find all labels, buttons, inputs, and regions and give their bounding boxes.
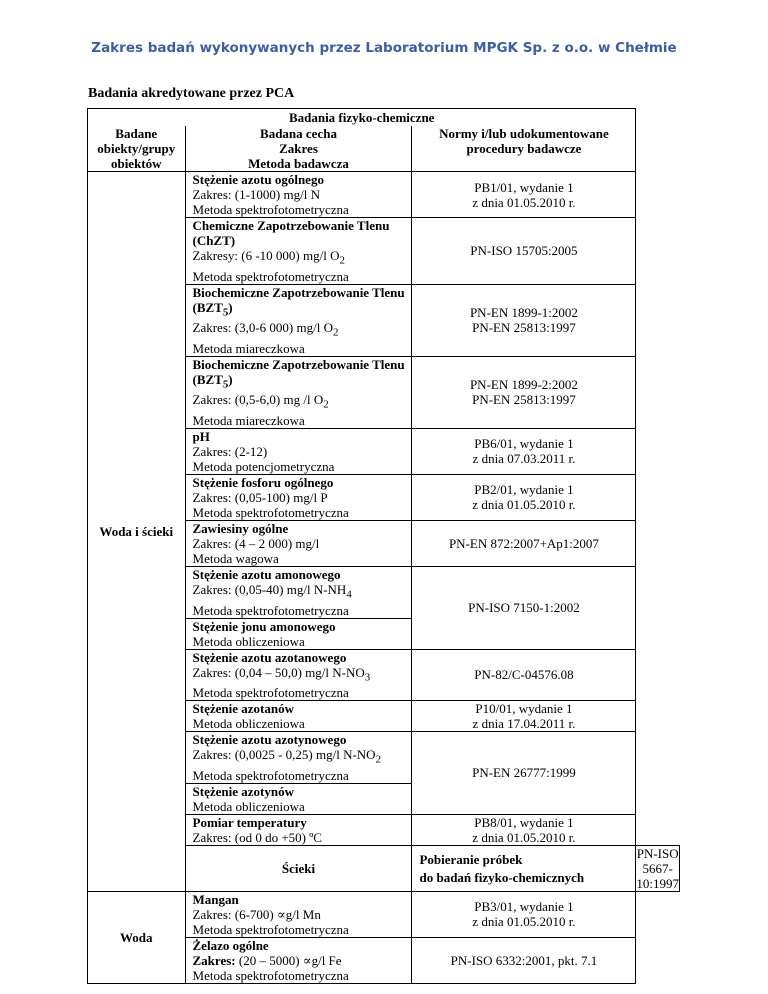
feature-name: Stężenie jonu amonowego: [192, 618, 336, 634]
feature-range: Zakresy: (6 -10 000) mg/l $O_2$: [192, 248, 345, 267]
feature-name: Stężenie azotu amonowego: [192, 566, 341, 582]
feature-method: Metoda spektrofotometryczna: [192, 202, 349, 217]
feature-range: Zakres: (0,0025 - 0,25) mg/l $N-NO_2$: [192, 747, 381, 766]
group-woda-scieki: Woda i ścieki: [88, 172, 186, 892]
feature-name: Stężenie fosforu ogólnego: [192, 474, 334, 490]
norm-cell: [412, 356, 636, 428]
norm-date: z dnia 01.05.2010 r.: [472, 497, 576, 513]
norm-date: z dnia 01.05.2010 r.: [472, 829, 576, 845]
feature-name: do badań fizyko-chemicznych: [419, 869, 585, 885]
page-header: Zakres badań wykonywanych przez Laboratorium MPGK Sp. z o.o. w Chełmie: [91, 40, 677, 56]
feature-name: Stężenie azotanów: [192, 701, 294, 717]
norm-cell: [412, 284, 636, 356]
feature-method: Metoda spektrofotometryczna: [192, 767, 349, 783]
feature-range: Zakres: (3,0-6 000) mg/l $O_2$: [192, 320, 339, 339]
col-method-label: Metoda badawcza: [248, 156, 349, 171]
feature-name: Żelazo ogólne: [192, 937, 269, 953]
feature-range: Zakres: (2-12): [192, 443, 268, 459]
feature-range: Zakres: (4 – 2 000) mg/l: [192, 535, 320, 551]
feature-name: Zawiesiny ogólne: [192, 520, 289, 536]
feature-method: Metoda spektrofotometryczna: [192, 685, 349, 701]
norm-cell: [412, 701, 636, 732]
feature-method: Metoda wagowa: [192, 550, 279, 566]
feature-cell: [185, 891, 412, 937]
feature-method: Metoda spektrofotometryczna: [192, 602, 349, 618]
col-objects-header: Badane obiekty/grupy obiektów: [88, 126, 186, 172]
feature-name: Mangan: [192, 891, 239, 907]
feature-name: Stężenie azotynów: [192, 783, 294, 799]
norm-text: PN-EN 1899-1:2002: [469, 305, 578, 321]
feature-method: Metoda obliczeniowa: [192, 716, 305, 732]
feature-name-abbr: $(BZT_5)$: [192, 371, 233, 391]
feature-name-abbr: (ChZT): [192, 233, 236, 248]
norm-text: PB6/01, wydanie 1: [474, 436, 574, 452]
norm-cell: [412, 814, 636, 845]
norm-date: z dnia 01.05.2010 r.: [472, 914, 576, 930]
feature-name: Stężenie azotu azotanowego: [192, 649, 347, 665]
norm-text: P10/01, wydanie 1: [475, 701, 573, 717]
norm-cell: PN-ISO 15705:2005: [412, 218, 636, 285]
norm-text: PB2/01, wydanie 1: [474, 482, 574, 498]
feature-cell: [185, 284, 412, 356]
norm-text: PB1/01, wydanie 1: [474, 179, 574, 195]
col-norms-header: Normy i/lub udokumentowane procedury badawcze: [412, 126, 636, 172]
norm-text: PN-EN 1899-2:2002: [469, 377, 578, 393]
feature-cell: [185, 618, 412, 649]
feature-cell: [185, 474, 412, 520]
feature-cell: [185, 218, 412, 285]
feature-cell: [185, 566, 412, 618]
col-feature-label: Badana cecha: [260, 126, 337, 141]
feature-cell: [185, 732, 412, 784]
feature-method: Metoda spektrofotometryczna: [192, 921, 349, 937]
feature-cell: [185, 814, 412, 845]
feature-cell: [185, 783, 412, 814]
feature-method: Metoda spektrofotometryczna: [192, 268, 349, 284]
norm-cell: PN-ISO 6332:2001, pkt. 7.1: [412, 937, 636, 983]
feature-range: Zakres: (20 – 5000) ∝g/l Fe: [192, 952, 342, 968]
norm-date: z dnia 01.05.2010 r.: [472, 194, 576, 210]
feature-cell: [185, 649, 412, 701]
group-scieki: Ścieki: [185, 845, 412, 891]
norm-cell: PN-ISO 7150-1:2002: [412, 566, 636, 649]
feature-cell: [185, 428, 412, 474]
norm-text: PN-EN 25813:1997: [472, 320, 576, 336]
col-range-label: Zakres: [279, 141, 318, 156]
feature-range: Zakres: (od 0 do +50) ºC: [192, 829, 322, 845]
header-row: [88, 126, 680, 172]
feature-method: Metoda obliczeniowa: [192, 798, 305, 814]
feature-cell: [185, 701, 412, 732]
feature-method: Metoda potencjometryczna: [192, 458, 335, 474]
norm-cell: PN-EN 872:2007+Ap1:2007: [412, 520, 636, 566]
norm-text: PN-EN 25813:1997: [472, 392, 576, 408]
feature-method: Metoda miareczkowa: [192, 340, 305, 356]
feature-method: Metoda obliczeniowa: [192, 633, 305, 649]
feature-cell: [185, 356, 412, 428]
feature-cell: [185, 937, 412, 983]
feature-range: Zakres: (1-1000) mg/l N: [192, 187, 320, 202]
table-title-row: [88, 109, 680, 127]
norm-cell: [412, 428, 636, 474]
norm-cell: PN-ISO 5667-10:1997: [636, 845, 680, 891]
norm-text: PB3/01, wydanie 1: [474, 899, 574, 915]
feature-cell: [185, 172, 412, 218]
feature-method: Metoda miareczkowa: [192, 412, 305, 428]
feature-name: Stężenie azotu ogólnego: [192, 172, 324, 187]
group-woda: Woda: [88, 891, 186, 983]
feature-name: Chemiczne Zapotrzebowanie Tlenu: [192, 218, 390, 233]
norm-cell: [412, 474, 636, 520]
norm-text: PB8/01, wydanie 1: [474, 814, 574, 830]
feature-name: pH: [192, 428, 210, 444]
feature-name: Stężenie azotu azotynowego: [192, 732, 347, 748]
feature-range: Zakres: (0,05-100) mg/l P: [192, 489, 328, 505]
feature-cell: [412, 845, 636, 891]
feature-name: Biochemiczne Zapotrzebowanie Tlenu: [192, 284, 405, 300]
feature-method: Metoda spektrofotometryczna: [192, 967, 349, 983]
table-title: Badania fizyko-chemiczne: [88, 109, 636, 127]
feature-range: Zakres: (0,5-6,0) mg /l $O_2$: [192, 392, 329, 411]
feature-cell: [185, 520, 412, 566]
feature-method: Metoda spektrofotometryczna: [192, 504, 349, 520]
feature-name: Pomiar temperatury: [192, 814, 307, 830]
scope-table: [87, 108, 680, 984]
table-row: [88, 172, 680, 218]
feature-range: Zakres: (6-700) ∝g/l Mn: [192, 906, 321, 922]
norm-cell: [412, 891, 636, 937]
feature-name: Biochemiczne Zapotrzebowanie Tlenu: [192, 356, 405, 372]
feature-range: Zakres: (0,04 – 50,0) mg/l $N-NO_3$: [192, 664, 371, 684]
table-row: [88, 891, 680, 937]
norm-date: z dnia 07.03.2011 r.: [472, 451, 576, 467]
norm-date: z dnia 17.04.2011 r.: [472, 716, 576, 732]
feature-name-abbr: $(BZT_5)$: [192, 299, 233, 319]
feature-range: Zakres: (0,05-40) mg/l $N-NH_4$: [192, 581, 352, 601]
col-feature-header: [185, 126, 412, 172]
norm-cell: [412, 172, 636, 218]
norm-cell: PN-82/C-04576.08: [412, 649, 636, 701]
section-title: Badania akredytowane przez PCA: [88, 86, 295, 101]
norm-cell: PN-EN 26777:1999: [412, 732, 636, 815]
feature-name: Pobieranie próbek: [419, 851, 523, 867]
